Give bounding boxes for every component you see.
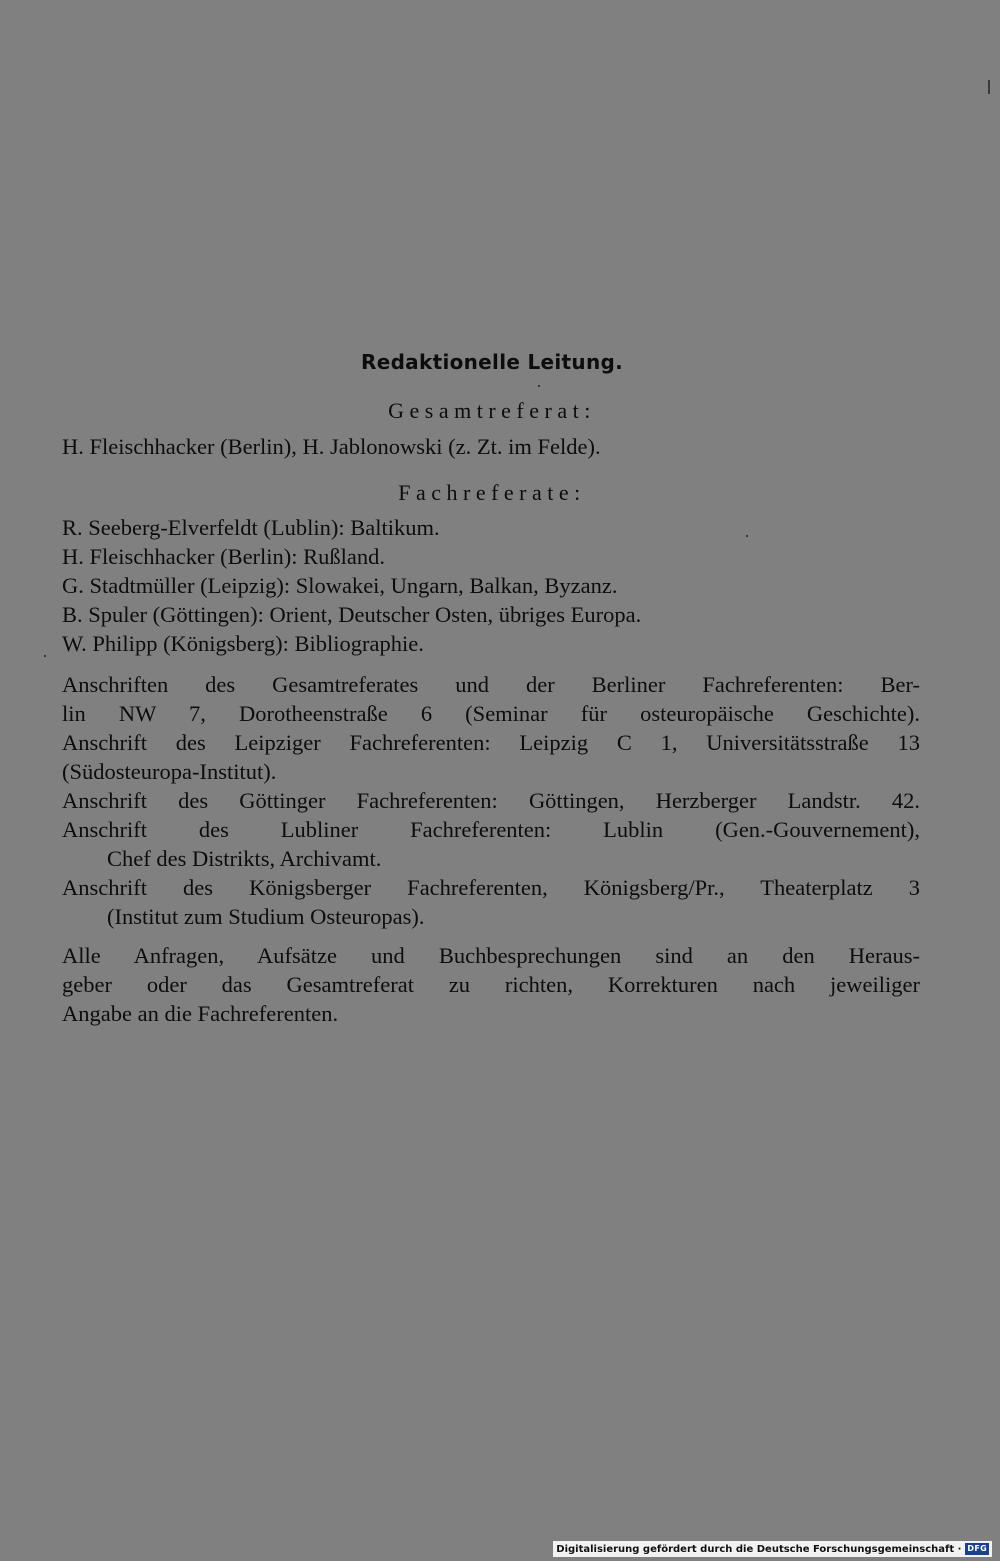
address-line: (Institut zum Studium Osteuropas). [107,904,425,929]
digitization-footer [553,1541,992,1557]
scan-speck [746,535,748,537]
address-line: Chef des Distrikts, Archivamt. [107,846,382,871]
address-line: Anschrift des Göttinger Fachreferenten: Göttingen, Herzberger Landstr. 42. [62,788,920,813]
footer-text: Digitalisierung gefördert durch die Deutsche Forschungsgemeinschaft · [556,1543,962,1555]
fachreferat-entry: R. Seeberg-Elverfeldt (Lublin): Baltikum. [62,515,440,540]
address-line: Anschriften des Gesamtreferates und der Berliner Fachreferenten: Ber- [62,672,920,697]
fachreferat-entry: B. Spuler (Göttingen): Orient, Deutscher Osten, übriges Europa. [62,602,642,627]
fachreferate-label: Fachreferate: [398,480,586,505]
scan-speck [538,385,540,387]
fachreferat-entry: W. Philipp (Königsberg): Bibliographie. [62,631,424,656]
gesamtreferat-label: Gesamtreferat: [388,398,596,423]
fachreferat-entry: G. Stadtmüller (Leipzig): Slowakei, Ungarn, Balkan, Byzanz. [62,573,618,598]
closing-line: Angabe an die Fachreferenten. [62,1001,339,1026]
closing-line: geber oder das Gesamtreferat zu richten, Korrekturen nach jeweiliger [62,972,920,997]
dfg-logo: DFG [967,1544,987,1553]
fachreferat-entry: H. Fleischhacker (Berlin): Rußland. [62,544,386,569]
address-line: (Südosteuropa-Institut). [62,759,277,784]
scan-speck [988,80,990,94]
address-line: Anschrift des Königsberger Fachreferenten, Königsberg/Pr., Theaterplatz 3 [62,875,920,900]
page-heading: Redaktionelle Leitung. [361,350,623,374]
gesamtreferat-line: H. Fleischhacker (Berlin), H. Jablonowski (z. Zt. im Felde). [62,434,601,459]
address-line: Anschrift des Lubliner Fachreferenten: Lublin (Gen.-Gouvernement), [62,817,920,842]
closing-line: Alle Anfragen, Aufsätze und Buchbesprechungen sind an den Heraus- [62,943,920,968]
scan-speck [44,655,46,657]
address-line: Anschrift des Leipziger Fachreferenten: Leipzig C 1, Universitätsstraße 13 [62,730,920,755]
address-line: lin NW 7, Dorotheenstraße 6 (Seminar für osteuropäische Geschichte). [62,701,920,726]
